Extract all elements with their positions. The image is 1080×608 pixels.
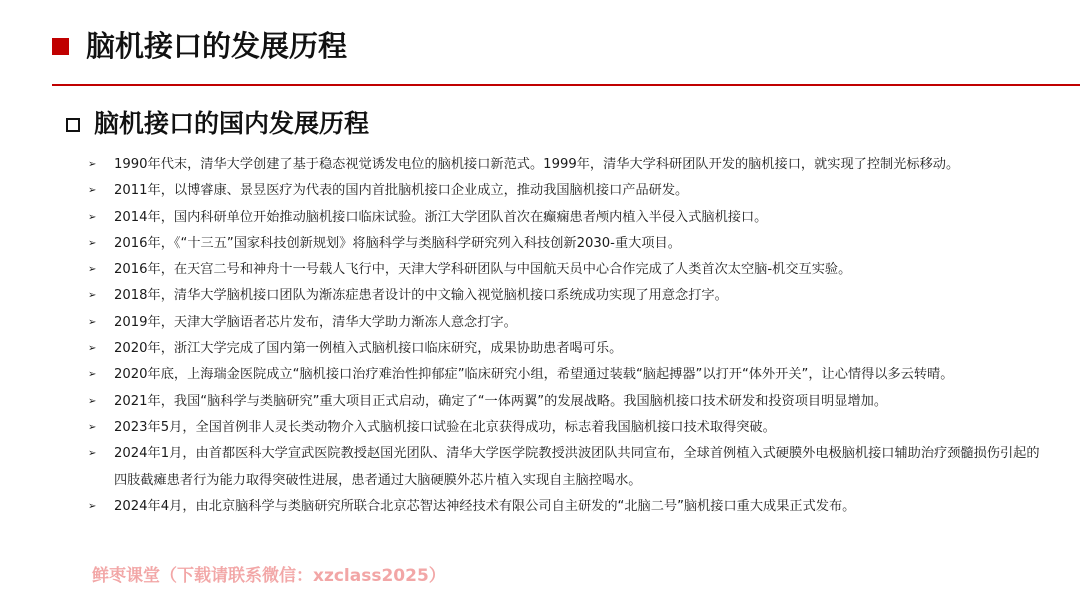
list-item	[88, 283, 1048, 309]
arrow-bullet-icon: ➢	[88, 264, 97, 276]
list-item-text: 2018年，清华大学脑机接口团队为渐冻症患者设计的中文输入视觉脑机接口系统成功实现了用意念打字。	[114, 288, 728, 304]
list-item	[88, 152, 1048, 178]
section-checkbox-icon	[66, 118, 80, 132]
list-item-text: 2021年，我国“脑科学与类脑研究”重大项目正式启动，确定了“一体两翼”的发展战略。我国脑机接口技术研发和投资项目明显增加。	[114, 393, 888, 409]
list-item	[88, 336, 1048, 362]
list-item	[88, 205, 1048, 231]
arrow-bullet-icon: ➢	[88, 369, 97, 381]
list-item-text: 2024年4月，由北京脑科学与类脑研究所联合北京芯智达神经技术有限公司自主研发的“北脑二号”脑机接口重大成果正式发布。	[114, 498, 856, 514]
page-title: 脑机接口的发展历程	[86, 29, 348, 63]
list-item-text: 2014年，国内科研单位开始推动脑机接口临床试验。浙江大学团队首次在癫痫患者颅内植入半侵入式脑机接口。	[114, 209, 768, 225]
list-item-text: 2016年，《“十三五”国家科技创新规划》将脑科学与类脑科学研究列入科技创新2030-重大项目。	[114, 235, 681, 251]
list-item	[88, 362, 1048, 388]
arrow-bullet-icon: ➢	[88, 185, 97, 197]
arrow-bullet-icon: ➢	[88, 237, 97, 249]
list-item	[88, 257, 1048, 283]
watermark-text: 鲜枣课堂（下载请联系微信：xzclass2025）	[92, 566, 446, 586]
list-item-text: 2016年，在天宫二号和神舟十一号载人飞行中，天津大学科研团队与中国航天员中心合作完成了人类首次太空脑-机交互实验。	[114, 262, 852, 278]
arrow-bullet-icon: ➢	[88, 500, 97, 512]
list-item-text: 2024年1月，由首都医科大学宣武医院教授赵国光团队、清华大学医学院教授洪波团队共同宣布，全球首例植入式硬膜外电极脑机接口辅助治疗颈髓损伤引起的四肢截瘫患者行为能力取得突破性进展，患者通过大脑硬膜外芯片植入实现自主脑控喝水。	[114, 446, 1040, 488]
arrow-bullet-icon: ➢	[88, 159, 97, 170]
section-title: 脑机接口的国内发展历程	[94, 109, 370, 138]
list-item	[88, 231, 1048, 257]
arrow-bullet-icon: ➢	[88, 343, 97, 355]
list-item-text: 2020年底，上海瑞金医院成立“脑机接口治疗难治性抑郁症”临床研究小组，希望通过装载“脑起搏器”以打开“体外开关”，让心情得以多云转晴。	[114, 367, 954, 383]
list-item	[88, 441, 1048, 494]
list-item-text: 2011年，以博睿康、景昱医疗为代表的国内首批脑机接口企业成立，推动我国脑机接口产品研发。	[114, 183, 689, 199]
list-item-text: 2023年5月，全国首例非人灵长类动物介入式脑机接口试验在北京获得成功，标志着我国脑机接口技术取得突破。	[114, 419, 776, 435]
list-item-text: 2020年，浙江大学完成了国内第一例植入式脑机接口临床研究，成果协助患者喝可乐。	[114, 341, 623, 357]
list-item	[88, 389, 1048, 415]
arrow-bullet-icon: ➢	[88, 421, 97, 433]
list-item-text: 2019年，天津大学脑语者芯片发布，清华大学助力渐冻人意念打字。	[114, 314, 517, 330]
title-divider	[52, 84, 1080, 86]
list-item	[88, 415, 1048, 441]
arrow-bullet-icon: ➢	[88, 448, 97, 460]
slide-header	[0, 0, 1080, 92]
arrow-bullet-icon: ➢	[88, 290, 97, 302]
title-marker-square	[52, 38, 69, 55]
list-item-text: 1990年代末，清华大学创建了基于稳态视觉诱发电位的脑机接口新范式。1999年，清华大学科研团队开发的脑机接口，就实现了控制光标移动。	[114, 157, 960, 172]
arrow-bullet-icon: ➢	[88, 316, 97, 328]
arrow-bullet-icon: ➢	[88, 395, 97, 407]
arrow-bullet-icon: ➢	[88, 211, 97, 223]
list-item	[88, 310, 1048, 336]
list-item	[88, 494, 1048, 520]
milestone-list	[88, 152, 1048, 520]
list-item	[88, 178, 1048, 204]
